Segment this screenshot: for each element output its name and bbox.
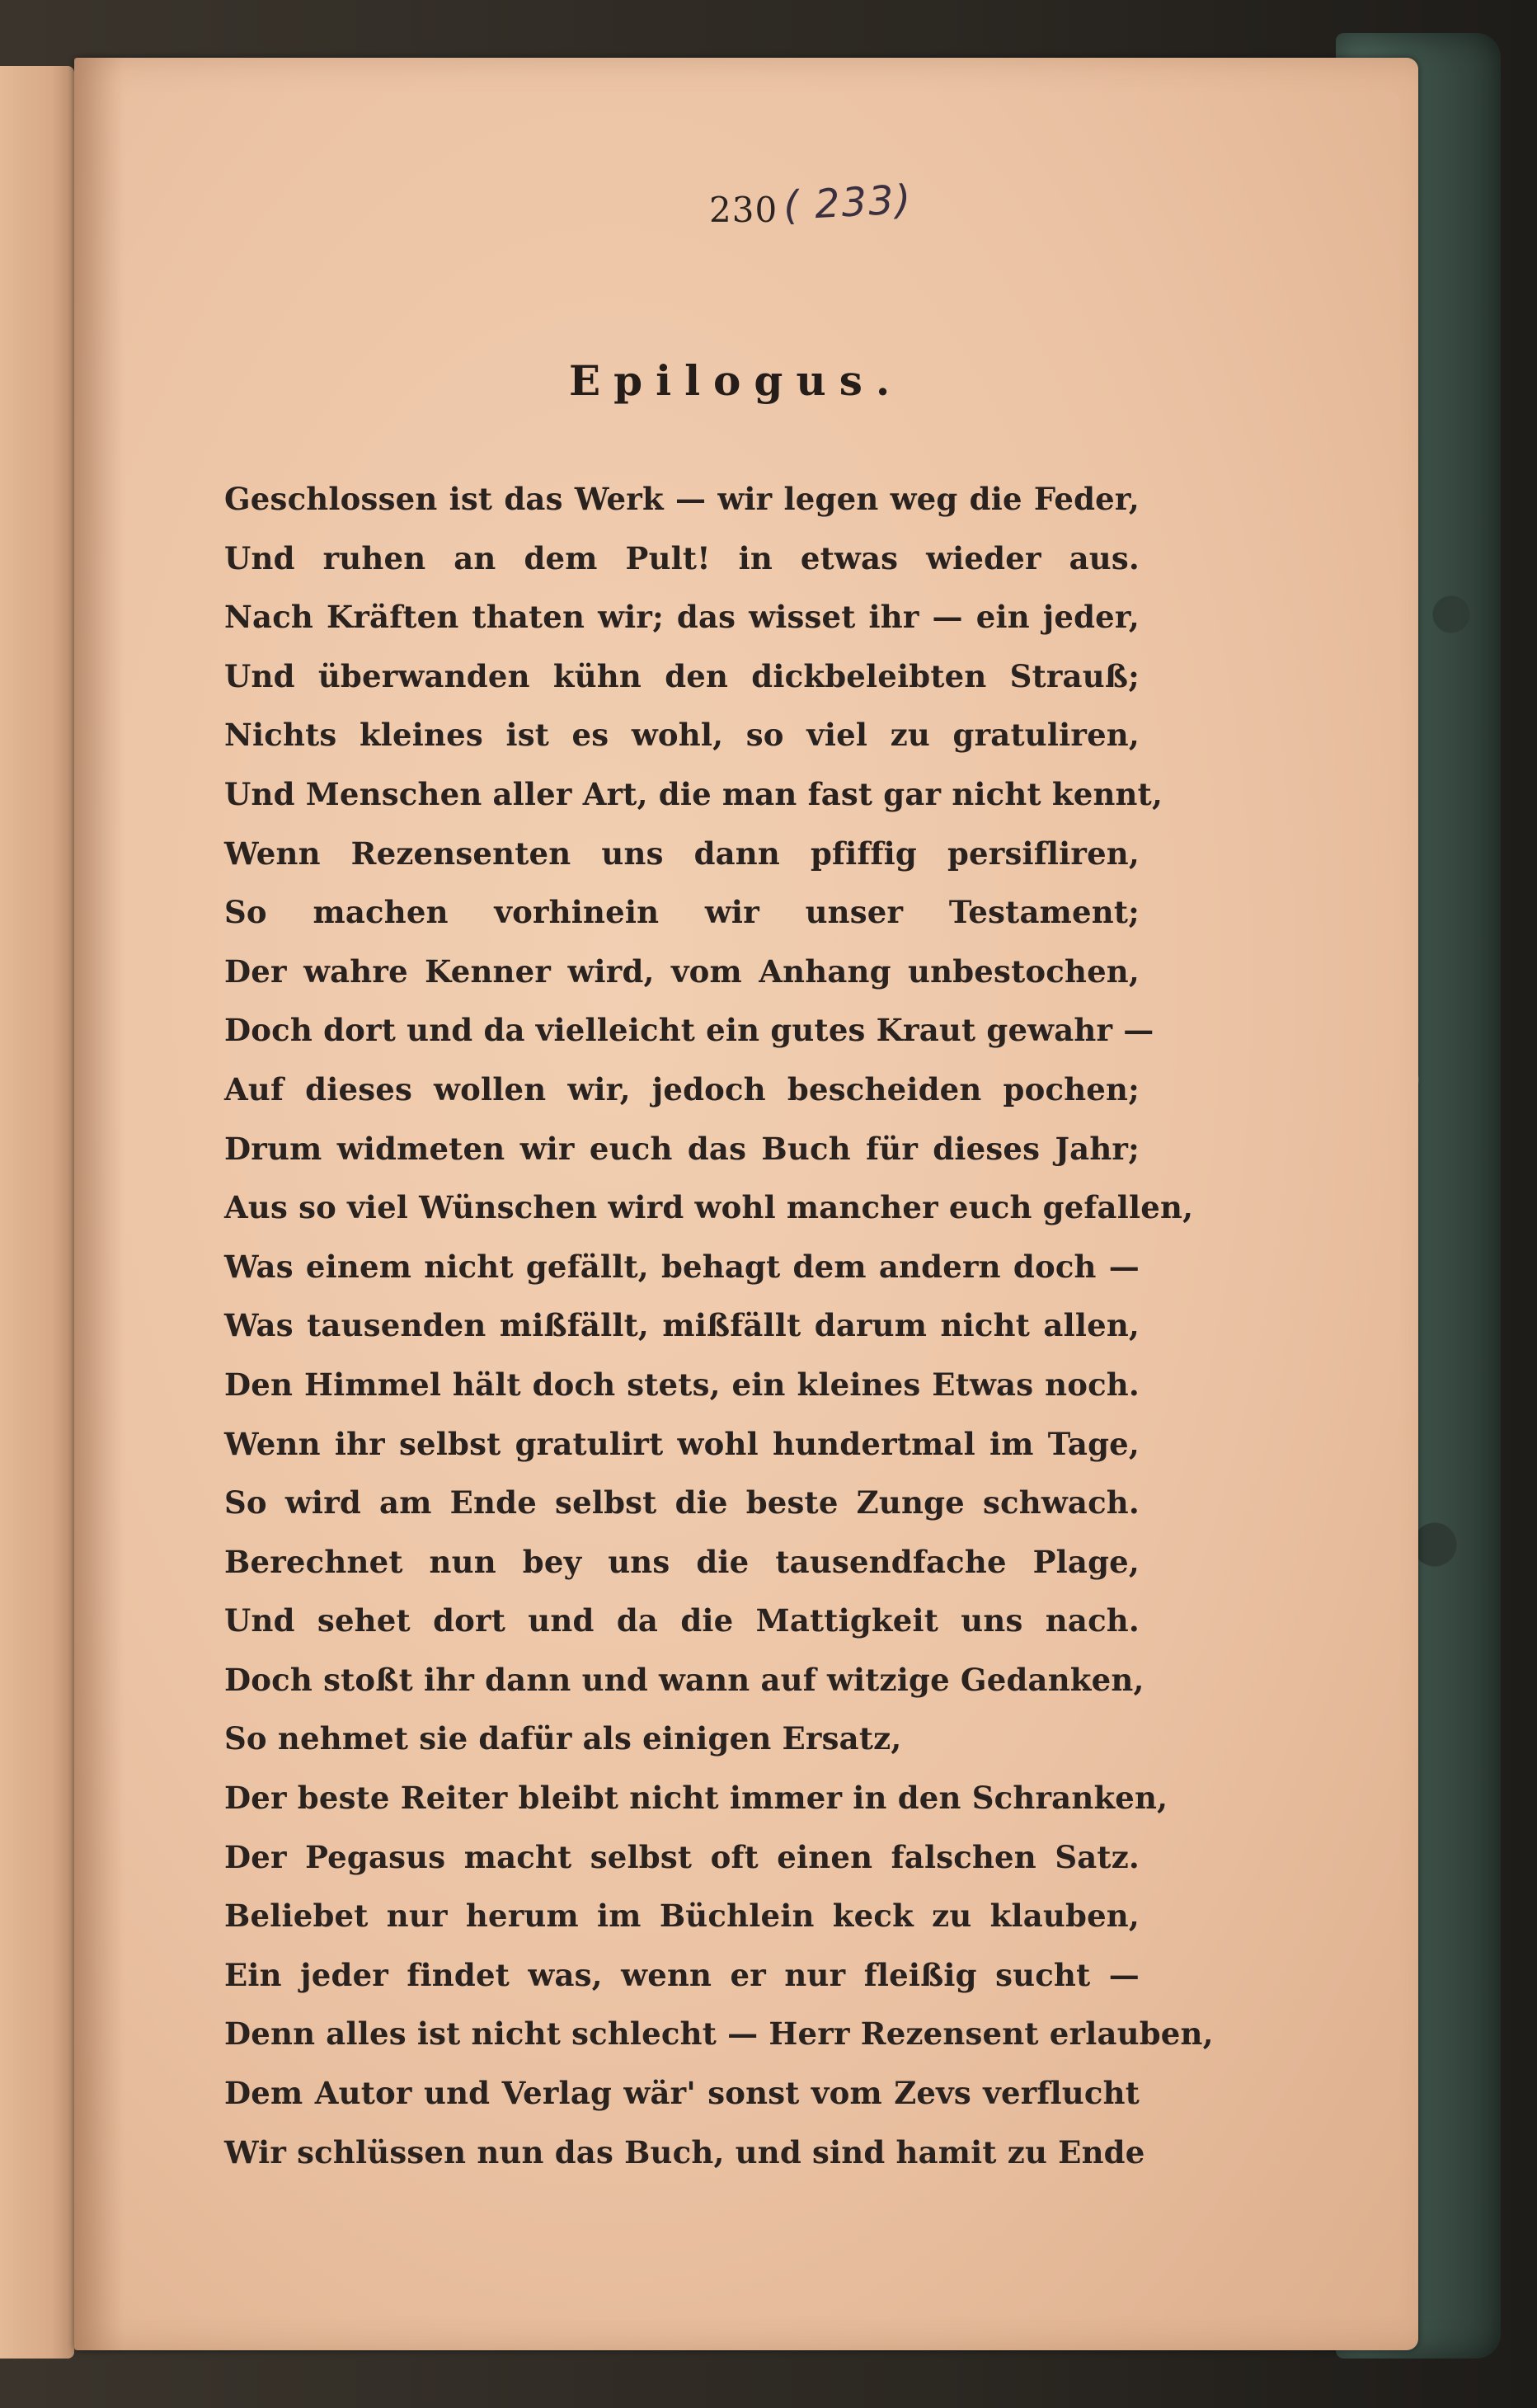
poem-line: Und sehet dort und da die Mattigkeit uns nach. bbox=[224, 1602, 1140, 1639]
poem-line: Beliebet nur herum im Büchlein keck zu klauben, bbox=[224, 1898, 1140, 1935]
poem-line: Den Himmel hält doch stets, ein kleines Etwas noch. bbox=[224, 1366, 1140, 1403]
poem-line: Geschlossen ist das Werk — wir legen weg die Feder, bbox=[224, 481, 1140, 517]
page-gutter-shadow bbox=[74, 58, 124, 2350]
poem-line: So wird am Ende selbst die beste Zunge schwach. bbox=[224, 1484, 1140, 1521]
book-page bbox=[74, 58, 1418, 2350]
poem-line: Der Pegasus macht selbst oft einen falschen Satz. bbox=[224, 1838, 1140, 1875]
poem-line: Denn alles ist nicht schlecht — Herr Rezensent erlauben, bbox=[224, 2015, 1214, 2053]
poem-line: Der wahre Kenner wird, vom Anhang unbestochen, bbox=[224, 952, 1140, 990]
poem-line: Dem Autor und Verlag wär' sonst vom Zevs verflucht bbox=[224, 2075, 1140, 2112]
poem-line: Was einem nicht gefällt, behagt dem andern doch — bbox=[224, 1248, 1140, 1285]
poem-line: Doch stoßt ihr dann und wann auf witzige Gedanken, bbox=[224, 1661, 1145, 1698]
poem-line: Nichts kleines ist es wohl, so viel zu gratuliren, bbox=[224, 717, 1140, 754]
poem-line: Und überwanden kühn den dickbeleibten Strauß; bbox=[224, 657, 1140, 694]
poem-line: Ein jeder findet was, wenn er nur fleißig sucht — bbox=[224, 1956, 1140, 1993]
handwritten-annotation: ( 233) bbox=[782, 176, 914, 230]
poem-line: Aus so viel Wünschen wird wohl mancher euch gefallen, bbox=[224, 1189, 1194, 1226]
poem-line: Und Menschen aller Art, die man fast gar nicht kennt, bbox=[224, 775, 1163, 812]
poem-line: Wenn ihr selbst gratulirt wohl hundertmal im Tage, bbox=[224, 1425, 1140, 1462]
left-facing-page bbox=[0, 66, 74, 2359]
poem-line: Auf dieses wollen wir, jedoch bescheiden pochen; bbox=[224, 1070, 1140, 1108]
poem-line: Berechnet nun bey uns die tausendfache Plage, bbox=[224, 1543, 1140, 1580]
poem-line: Wir schlüssen nun das Buch, und sind hamit zu Ende bbox=[224, 2133, 1145, 2170]
poem bbox=[224, 470, 1214, 2182]
page-number: 230 bbox=[709, 190, 778, 230]
poem-line: Nach Kräften thaten wir; das wisset ihr — ein jeder, bbox=[224, 599, 1140, 636]
poem-line: Und ruhen an dem Pult! in etwas wieder aus. bbox=[224, 539, 1140, 576]
poem-line: Drum widmeten wir euch das Buch für dieses Jahr; bbox=[224, 1130, 1140, 1167]
page-title: Epilogus. bbox=[569, 356, 904, 405]
poem-line: So nehmet sie dafür als einigen Ersatz, bbox=[224, 1720, 902, 1757]
poem-line: Der beste Reiter bleibt nicht immer in den Schranken, bbox=[224, 1780, 1168, 1817]
poem-line: Was tausenden mißfällt, mißfällt darum nicht allen, bbox=[224, 1307, 1140, 1344]
poem-line: Wenn Rezensenten uns dann pfiffig persifliren, bbox=[224, 835, 1140, 872]
poem-line: Doch dort und da vielleicht ein gutes Kraut gewahr — bbox=[224, 1012, 1154, 1049]
poem-line: So machen vorhinein wir unser Testament; bbox=[224, 894, 1140, 931]
